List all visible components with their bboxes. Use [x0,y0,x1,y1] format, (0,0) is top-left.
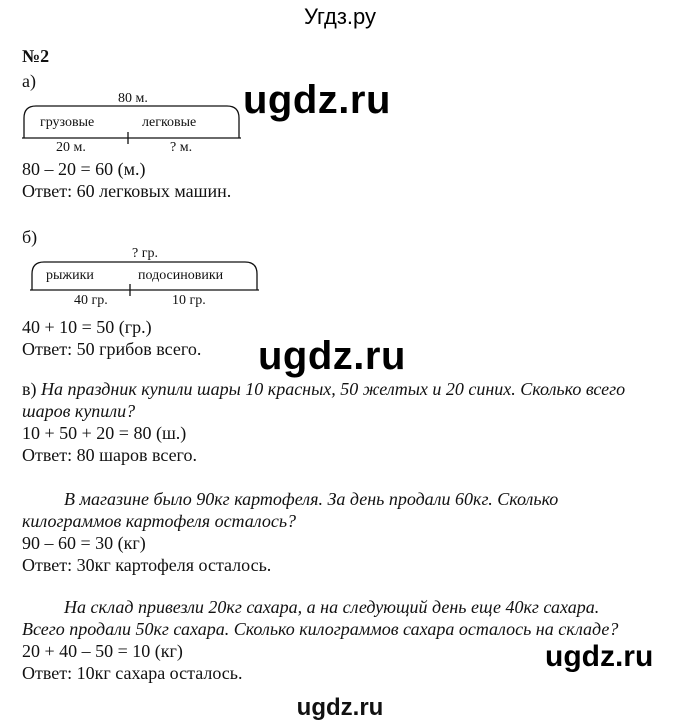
part-b-left-value: 40 гр. [74,293,108,308]
part-a-total-label: 80 м. [118,91,148,106]
part-a-right-value: ? м. [170,140,193,155]
part-a-label: а) [22,71,36,91]
part-b-right-segment-label: подосиновики [138,268,224,283]
part-v-problem-line2: шаров купили? [22,401,136,421]
problem-4-line1: В магазине было 90кг картофеля. За день продали 60кг. Сколько [64,489,559,509]
task-number: №2 [22,46,50,66]
site-header: Угдз.ру [303,4,377,29]
part-v-problem-line1: На праздник купили шары 10 красных, 50 желтых и 20 синих. Сколько всего [41,379,626,399]
watermark: ugdz.ru [545,640,654,673]
part-a-left-segment-label: грузовые [40,115,95,130]
part-b-right-value: 10 гр. [172,293,206,308]
part-b-total-label: ? гр. [132,246,158,261]
part-a-answer: Ответ: 60 легковых машин. [22,181,232,201]
part-v-equation: 10 + 50 + 20 = 80 (ш.) [22,423,187,443]
part-a-right-segment-label: легковые [142,115,197,130]
problem-5-line1: На склад привезли 20кг сахара, а на следующий день еще 40кг сахара. [64,597,600,617]
problem-5-answer: Ответ: 10кг сахара осталось. [22,663,243,683]
problem-4-line2: килограммов картофеля осталось? [22,511,297,531]
part-b-label: б) [22,227,38,247]
problem-5-line2: Всего продали 50кг сахара. Сколько килограммов сахара осталось на складе? [22,619,619,639]
part-b-equation: 40 + 10 = 50 (гр.) [22,317,152,337]
problem-4-answer: Ответ: 30кг картофеля осталось. [22,555,272,575]
part-a-left-value: 20 м. [56,140,86,155]
part-a-equation: 80 – 20 = 60 (м.) [22,159,146,179]
problem-5-equation: 20 + 40 – 50 = 10 (кг) [22,641,183,661]
part-v-answer: Ответ: 80 шаров всего. [22,445,197,465]
watermark: ugdz.ru [258,334,406,378]
part-b-answer: Ответ: 50 грибов всего. [22,339,202,359]
watermark: ugdz.ru [243,78,391,122]
part-v-label: в) [22,379,37,399]
site-footer: ugdz.ru [296,694,384,721]
part-b-left-segment-label: рыжики [46,268,94,283]
problem-4-equation: 90 – 60 = 30 (кг) [22,533,146,553]
